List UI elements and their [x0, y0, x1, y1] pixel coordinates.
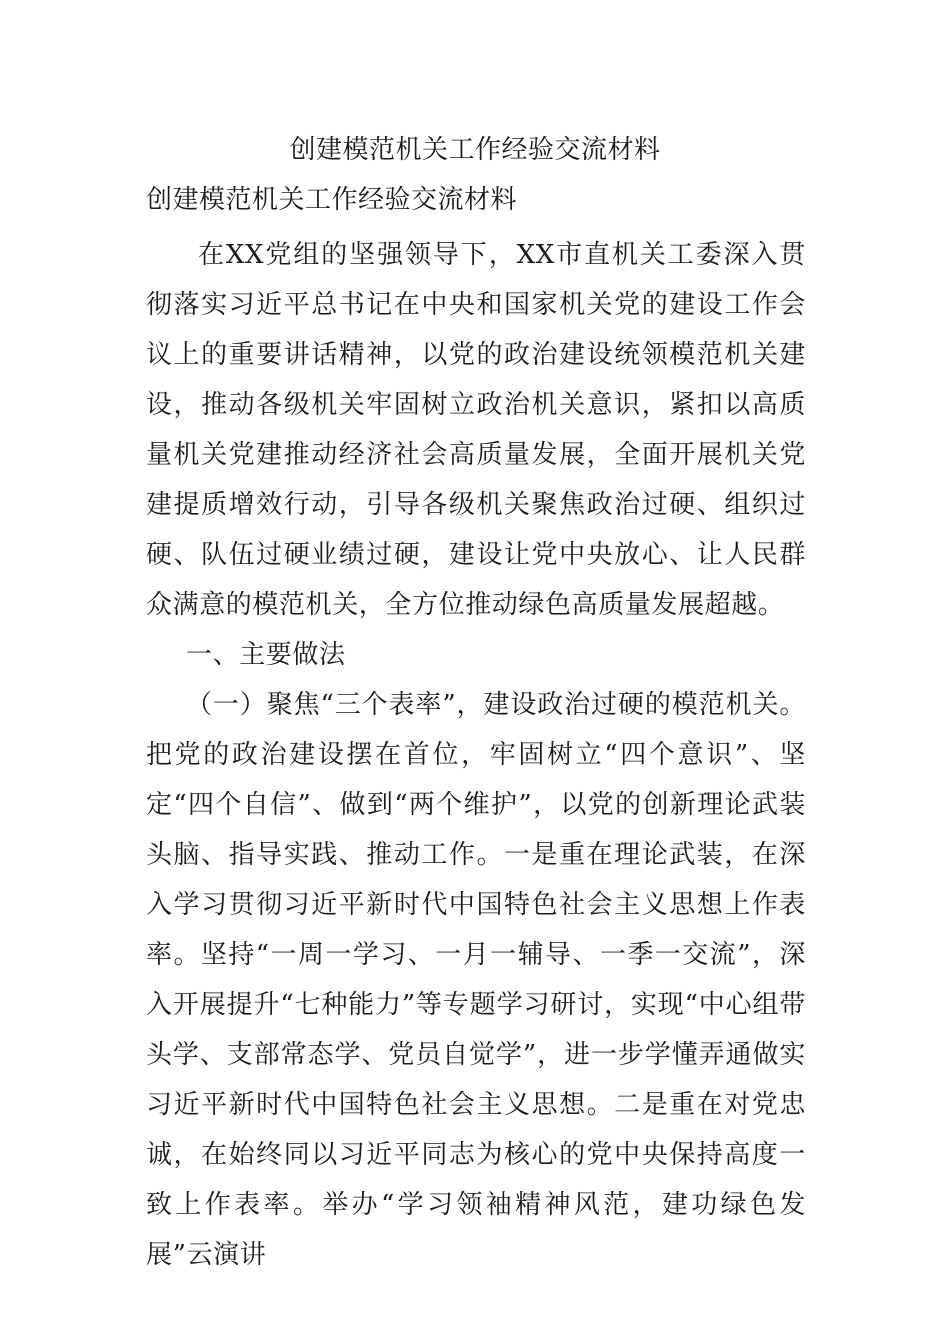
subsection-paragraph: （一）聚焦“三个表率”，建设政治过硬的模范机关。把党的政治建设摆在首位，牢固树立“四个意识”、坚定“四个自信”、做到“两个维护”，以党的创新理论武装头脑、指导实践、推动工作。一是重在理论武装，在深入学习贯彻习近平新时代中国特色社会主义思想上作表率。坚持“一周一学习、一月一辅导、一季一交流”，深入开展提升“七种能力”等专题学习研讨，实现“中心组带头学、支部常态学、党员自觉学”，进一步学懂弄通做实习近平新时代中国特色社会主义思想。二是重在对党忠诚，在始终同以习近平同志为核心的党中央保持高度一致上作表率。举办“学习领袖精神风范，建功绿色发展”云演讲	[146, 690, 806, 1270]
section-heading: 一、主要做法	[186, 640, 346, 670]
intro-paragraph: 在XX党组的坚强领导下，XX市直机关工委深入贯彻落实习近平总书记在中央和国家机关党的建设工作会议上的重要讲话精神，以党的政治建设统领模范机关建设，推动各级机关牢固树立政治机关意识，紧扣以高质量机关党建推动经济社会高质量发展，全面开展机关党建提质增效行动，引导各级机关聚焦政治过硬、组织过硬、队伍过硬业绩过硬，建设让党中央放心、让人民群众满意的模范机关，全方位推动绿色高质量发展超越。	[146, 240, 806, 620]
document-body	[146, 230, 806, 1280]
document-subtitle: 创建模范机关工作经验交流材料	[146, 185, 518, 215]
document-title: 创建模范机关工作经验交流材料	[289, 135, 661, 165]
